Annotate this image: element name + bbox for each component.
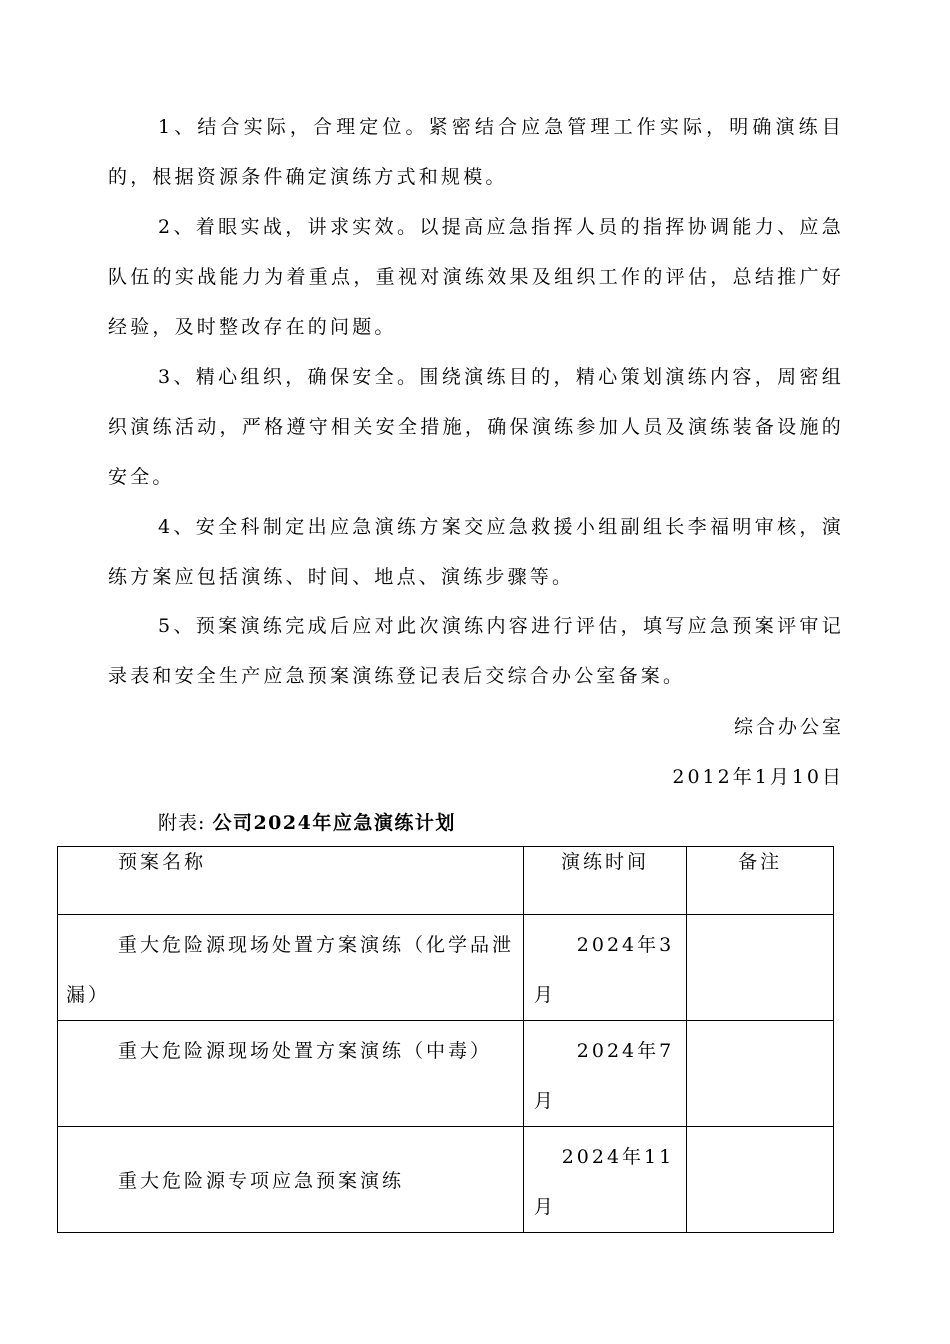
drill-time-cell: [523, 1021, 686, 1127]
attachment-caption: [158, 808, 456, 835]
drill-month: 月: [533, 1196, 556, 1218]
attachment-prefix: 附表:: [158, 812, 206, 834]
remarks-cell: [687, 1021, 834, 1127]
drill-year: 2024年3: [576, 934, 675, 956]
drill-plan-table: [57, 846, 834, 1233]
attachment-title: 公司2024年应急演练计划: [212, 812, 456, 834]
drill-month: 月: [533, 984, 556, 1006]
remarks-cell: [687, 915, 834, 1021]
plan-name-cell: 重大危险源专项应急预案演练: [58, 1127, 524, 1233]
paragraph-5: 5、预案演练完成后应对此次演练内容进行评估，填写应急预案评审记录表和安全生产应急预案演练登记表后交综合办公室备案。: [108, 615, 844, 687]
table-row: [58, 1127, 834, 1233]
drill-month: 月: [533, 1090, 556, 1112]
paragraph-4: 4、安全科制定出应急演练方案交应急救援小组副组长李福明审核，演练方案应包括演练、时间、地点、演练步骤等。: [108, 516, 844, 588]
header-remarks: 备注: [687, 847, 834, 915]
plan-name-cell: 重大危险源现场处置方案演练（中毒）: [58, 1021, 524, 1127]
header-drill-time: 演练时间: [523, 847, 686, 915]
table-row: [58, 1021, 834, 1127]
paragraph-3: 3、精心组织，确保安全。围绕演练目的，精心策划演练内容，周密组织演练活动，严格遵守相关安全措施，确保演练参加人员及演练装备设施的安全。: [108, 366, 844, 488]
signature-date: 2012年1月10日: [672, 766, 844, 788]
drill-year: 2024年11: [561, 1146, 675, 1168]
paragraph-2: 2、着眼实战，讲求实效。以提高应急指挥人员的指挥协调能力、应急队伍的实战能力为着重点，重视对演练效果及组织工作的评估，总结推广好经验，及时整改存在的问题。: [108, 216, 844, 338]
plan-name-cell: 重大危险源现场处置方案演练（化学品泄漏）: [58, 915, 524, 1021]
header-plan-name: 预案名称: [58, 847, 524, 915]
table-header-row: [58, 847, 834, 915]
table-row: [58, 915, 834, 1021]
remarks-cell: [687, 1127, 834, 1233]
drill-time-cell: [523, 915, 686, 1021]
drill-year: 2024年7: [576, 1040, 675, 1062]
drill-time-cell: [523, 1127, 686, 1233]
paragraph-1: 1、结合实际，合理定位。紧密结合应急管理工作实际，明确演练目的，根据资源条件确定演练方式和规模。: [108, 116, 844, 188]
signature-office: 综合办公室: [733, 716, 844, 738]
